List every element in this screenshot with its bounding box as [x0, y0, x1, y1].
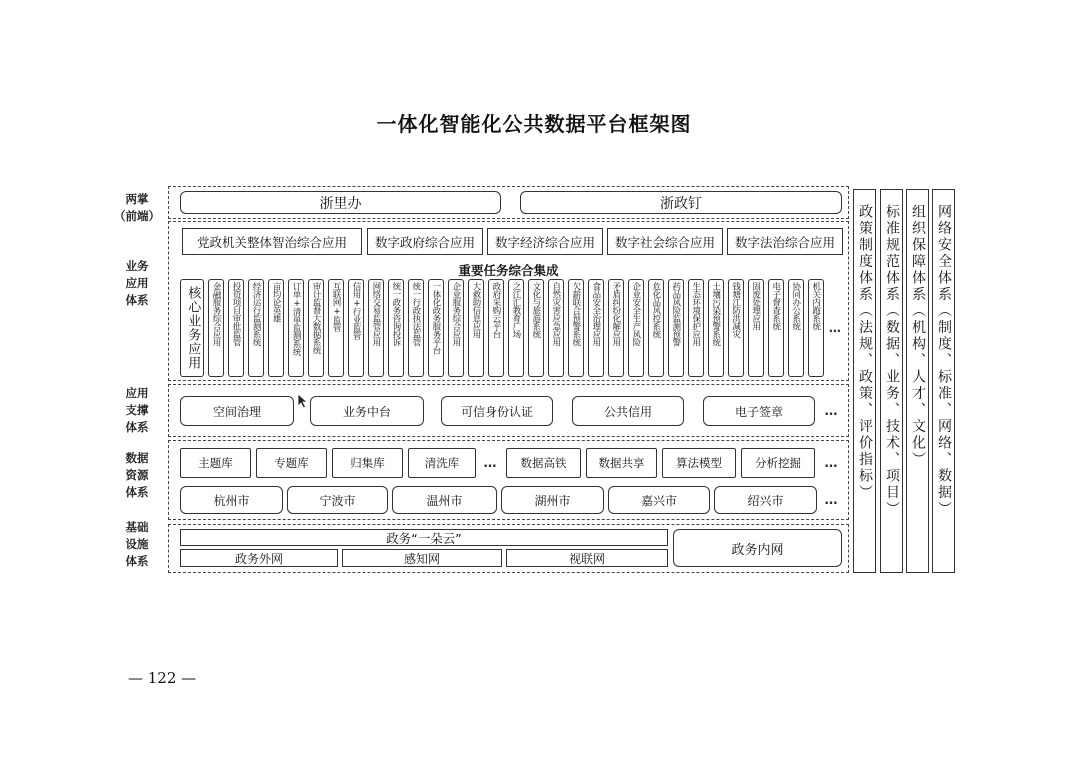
library-box: 清洗库 [408, 448, 476, 478]
mouse-cursor-icon [297, 393, 309, 409]
support-box: 可信身份认证 [441, 396, 553, 426]
row-label-line: 业务 [125, 259, 149, 273]
row-label-line: 基础 [125, 520, 149, 534]
task-column: 矛盾纠纷化解应用 [608, 279, 624, 377]
city-box: 绍兴市 [714, 486, 817, 514]
task-column: 政府采购云平台 [488, 279, 504, 377]
task-column: 一体化政务服务平台 [428, 279, 444, 377]
task-column: 审计监督大数据系统 [308, 279, 324, 377]
capability-box: 分析挖掘 [741, 448, 815, 478]
core-business-app: 核心业务应用 [180, 279, 204, 377]
support-box: 电子签章 [703, 396, 815, 426]
task-column: 经济运行监测系统 [248, 279, 264, 377]
city-box: 杭州市 [180, 486, 283, 514]
task-column: 统一行政执法监管 [408, 279, 424, 377]
pillar-organization: 组织保障体系（机构、人才、文化） [906, 189, 929, 573]
task-column: 互联网+监管 [328, 279, 344, 377]
library-box: 归集库 [332, 448, 403, 478]
row-label-line: 支撑 [125, 403, 149, 417]
task-column: 食品安全治理应用 [588, 279, 604, 377]
pillar-security: 网络安全体系（制度、标准、网络、数据） [932, 189, 955, 573]
intranet-box: 政务内网 [673, 529, 842, 567]
network-box: 政务外网 [180, 549, 338, 567]
pillar-policy: 政策制度体系（法规、政策、评价指标） [853, 189, 876, 573]
support-box: 公共信用 [572, 396, 684, 426]
zheliban-box: 浙里办 [180, 191, 501, 214]
task-column: 机关内跑系统 [808, 279, 824, 377]
app-box: 数字经济综合应用 [487, 228, 603, 255]
app-box: 数字政府综合应用 [367, 228, 483, 255]
capabilities-more-dots: … [824, 455, 838, 471]
app-box: 数字法治综合应用 [727, 228, 843, 255]
task-column: 固废处理应用 [748, 279, 764, 377]
task-column: 自然灾害应急应用 [548, 279, 564, 377]
key-tasks-title: 重要任务综合集成 [458, 263, 559, 278]
row-label-line: 体系 [125, 420, 149, 434]
task-column: 电子督查系统 [768, 279, 784, 377]
row-label-line: （前端） [114, 209, 160, 223]
row-label-line: 应用 [125, 276, 149, 290]
network-box: 视联网 [506, 549, 668, 567]
capability-box: 算法模型 [662, 448, 736, 478]
row-label-business [102, 258, 172, 309]
pillar-standards: 标准规范体系（数据、业务、技术、项目） [880, 189, 903, 573]
task-column: 企业安全生产风险 [628, 279, 644, 377]
task-column: 欠薪联合预警系统 [568, 279, 584, 377]
library-box: 主题库 [180, 448, 251, 478]
task-column: 钱塘江防洪减灾 [728, 279, 744, 377]
app-box: 数字社会综合应用 [607, 228, 723, 255]
city-box: 湖州市 [501, 486, 604, 514]
network-box: 感知网 [342, 549, 502, 567]
task-column: 订单+清单监测系统 [288, 279, 304, 377]
row-label-line: 资源 [125, 468, 149, 482]
task-column: 协同办公系统 [788, 279, 804, 377]
row-label-line: 体系 [125, 293, 149, 307]
row-label-front [102, 191, 172, 225]
task-column: 企业服务综合应用 [448, 279, 464, 377]
task-column: 投资项目审批监管 [228, 279, 244, 377]
app-box: 党政机关整体智治综合应用 [182, 228, 362, 255]
task-column: 文化与旅游系统 [528, 279, 544, 377]
task-column: 药品风险监测预警 [668, 279, 684, 377]
task-column: 土壤污染预警系统 [708, 279, 724, 377]
row-label-line: 设施 [125, 537, 149, 551]
task-column: 亩均论英雄 [268, 279, 284, 377]
cities-more-dots: … [824, 492, 838, 508]
row-label-line: 体系 [125, 485, 149, 499]
city-box: 温州市 [392, 486, 497, 514]
page-number: — 122 — [128, 669, 197, 687]
diagram-title: 一体化智能化公共数据平台框架图 [376, 112, 692, 136]
city-box: 嘉兴市 [608, 486, 710, 514]
row-label-line: 数据 [125, 451, 149, 465]
row-label-infra [102, 519, 172, 570]
library-box: 专题库 [256, 448, 327, 478]
libraries-more-dots: … [483, 455, 497, 471]
capability-box: 数据共享 [586, 448, 657, 478]
task-column: 统一政务咨询投诉 [388, 279, 404, 377]
task-column: 之江汇教育广场 [508, 279, 524, 377]
key-tasks-row [180, 279, 842, 377]
row-label-line: 两掌 [125, 192, 149, 206]
row-label-line: 体系 [125, 554, 149, 568]
task-column: 金融服务综合应用 [208, 279, 224, 377]
task-column: 网络交易监管应用 [368, 279, 384, 377]
support-box: 业务中台 [310, 396, 424, 426]
support-more-dots: … [824, 403, 838, 419]
cloud-box: 政务“一朵云” [180, 529, 668, 546]
row-label-line: 应用 [125, 386, 149, 400]
support-box: 空间治理 [180, 396, 294, 426]
row-label-support [102, 385, 172, 436]
task-column: 大救助信息应用 [468, 279, 484, 377]
tasks-more-dots: … [828, 321, 841, 335]
task-column: 信用+行业监管 [348, 279, 364, 377]
task-column: 生态环境保护应用 [688, 279, 704, 377]
zhezhengding-box: 浙政钉 [520, 191, 842, 214]
row-label-data [102, 450, 172, 501]
city-box: 宁波市 [287, 486, 388, 514]
task-column: 危化品风控系统 [648, 279, 664, 377]
capability-box: 数据高铁 [506, 448, 581, 478]
